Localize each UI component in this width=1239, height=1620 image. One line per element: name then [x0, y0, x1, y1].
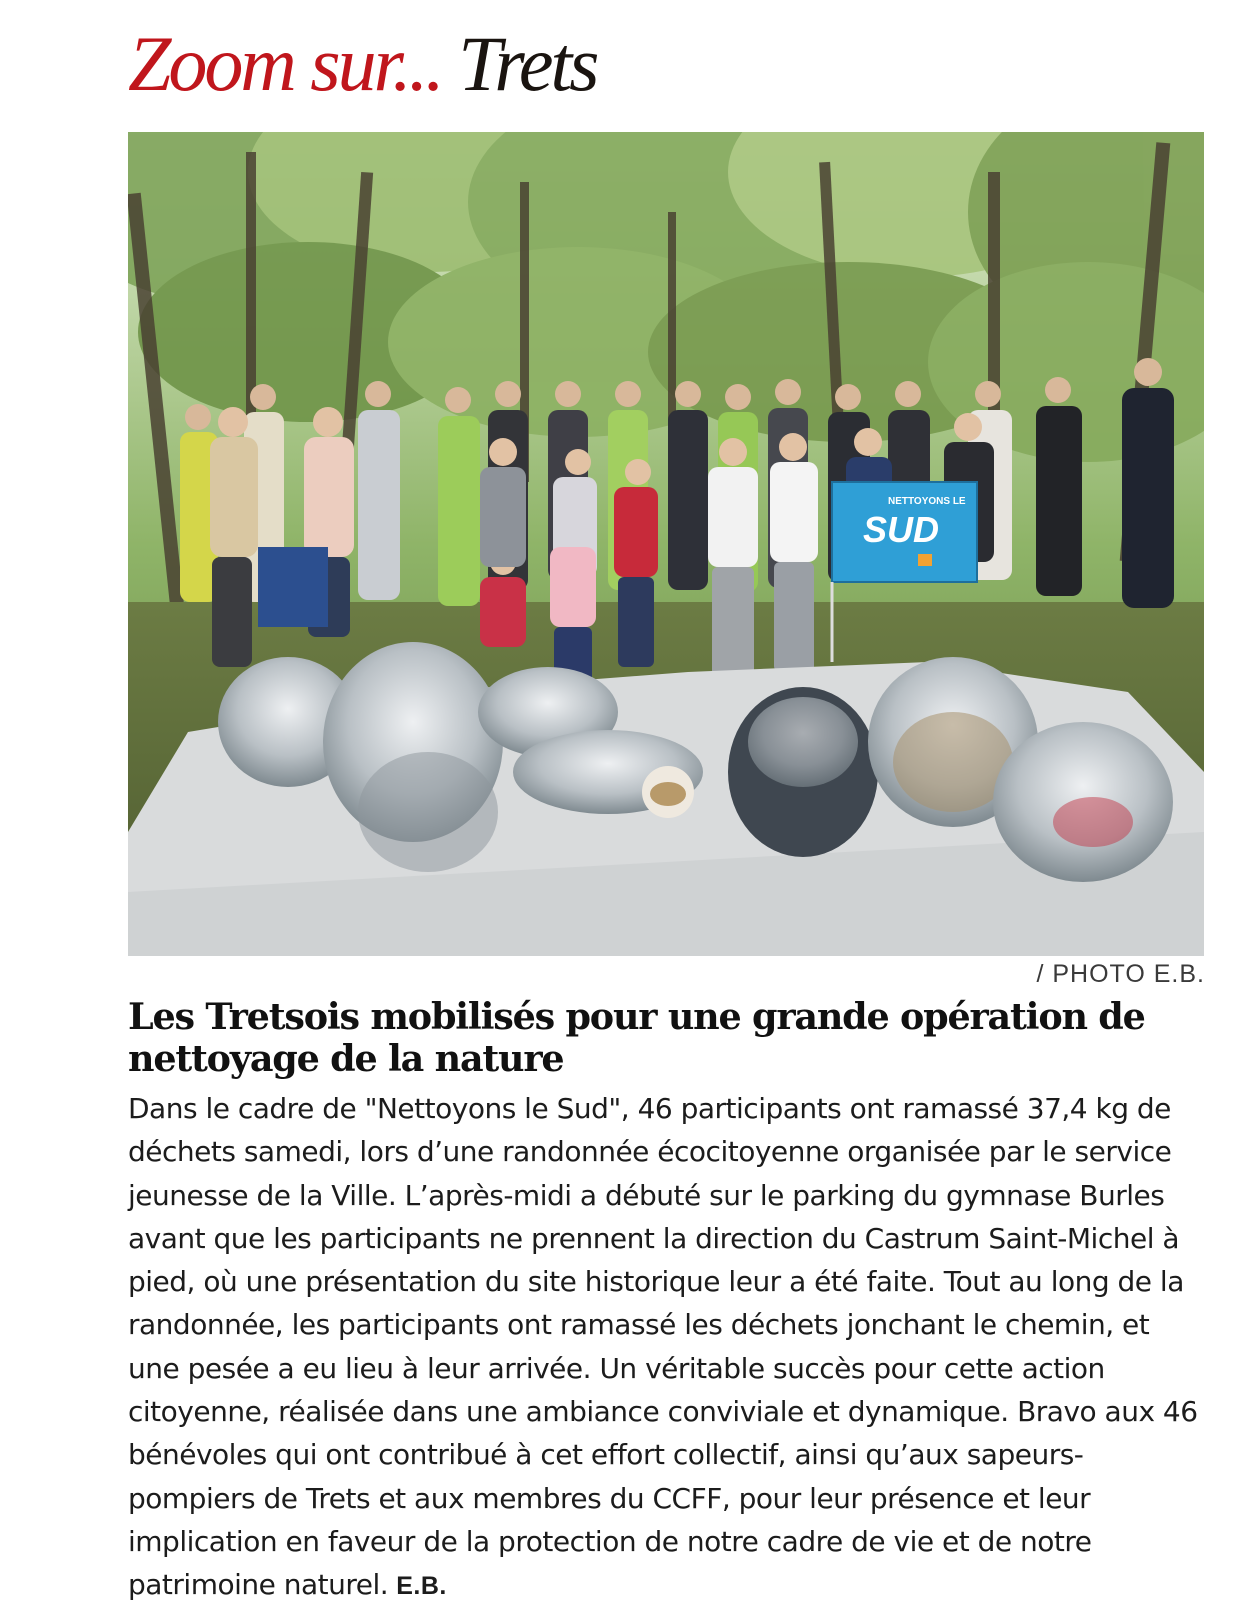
kicker-prefix: Zoom sur...: [128, 20, 442, 107]
article-body-text: Dans le cadre de "Nettoyons le Sud", 46 participants ont ramassé 37,4 kg de déchets samedi, lors d’une randonnée écocitoyenne organisée par le service jeunesse de la Ville. L’après-midi a débuté sur le parking du gymnase Burles avant que les participants ne prennent la direction du Castrum Saint-Michel à pied, où une présentation du site historique leur a été faite. Tout au long de la randonnée, les participants ont ramassé les déchets jonchant le chemin, et une pesée a eu lieu à leur arrivée. Un véritable succès pour cette action citoyenne, réalisée dans une ambiance conviviale et dynamique. Bravo aux 46 bénévoles qui ont contribué à cet effort collectif, ainsi qu’aux sapeurs-pompiers de Trets et aux membres du CCFF, pour leur présence et leur implication en faveur de la protection de notre cadre de vie et de notre patrimoine naturel.: [128, 1092, 1198, 1602]
photo-credit: / PHOTO E.B.: [1036, 960, 1205, 988]
small-blue-sign: [258, 547, 328, 627]
group-photo-illustration: [128, 132, 1204, 956]
article-author: E.B.: [396, 1572, 447, 1601]
article-photo: [128, 132, 1204, 956]
kicker-place: Trets: [458, 20, 597, 107]
section-kicker: [128, 14, 596, 114]
banner-small-text: NETTOYONS LE: [888, 496, 966, 507]
article-body: [128, 1087, 1208, 1609]
banner-text: SUD: [863, 509, 940, 550]
article-headline: Les Tretsois mobilisés pour une grande opération de nettoyage de la nature: [128, 995, 1145, 1080]
